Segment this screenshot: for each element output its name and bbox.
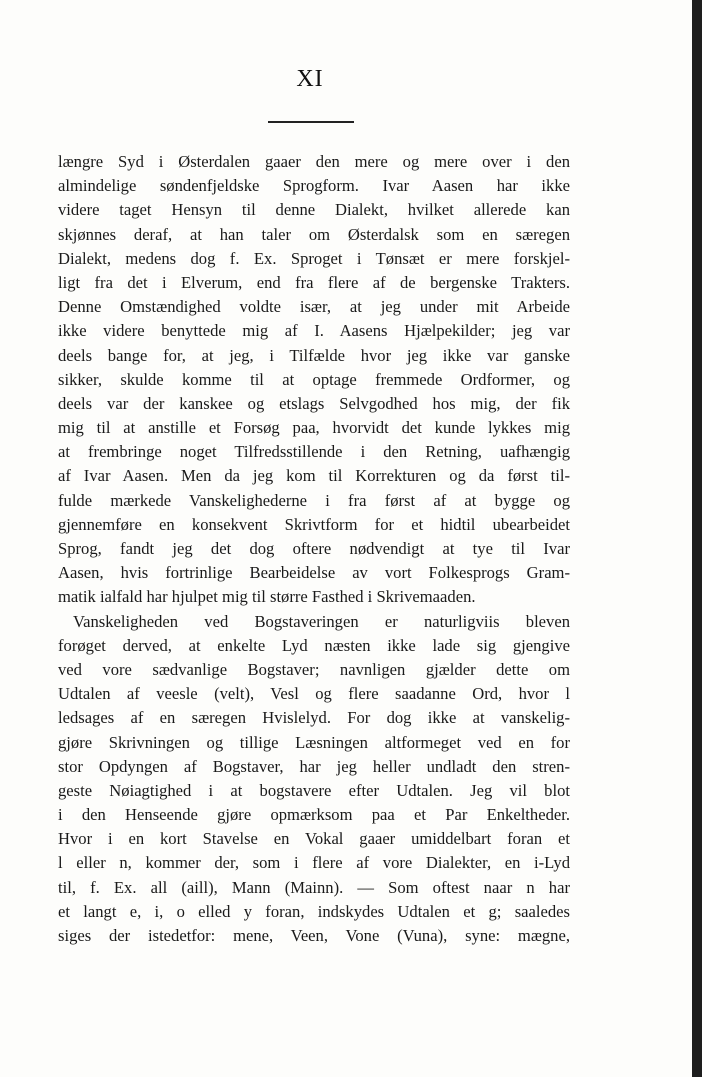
text-line: ligt fra det i Elverum, end fra flere af de bergenske Trakters. [58,272,570,292]
text-line: mig til at anstille et Forsøg paa, hvorvidt det kunde lykkes mig [58,418,570,438]
text-line: l eller n, kommer der, som i flere af vore Dialekter, en i-Lyd [58,853,570,873]
body-text [58,150,570,948]
text-line: længre Syd i Østerdalen gaaer den mere og mere over i den [58,152,570,171]
text-line: ledsages af en særegen Hvislelyd. For dog ikke at vanskelig- [58,708,570,728]
text-line: gjøre Skrivningen og tillige Læsningen altformeget ved en for [58,732,570,752]
text-line: stor Opdyngen af Bogstaver, har jeg heller undladt den stren- [58,756,570,776]
text-line: forøget derved, at enkelte Lyd næsten ikke lade sig gjengive [58,635,570,655]
text-line: matik ialfald har hjulpet mig til større Fasthed i Skrivemaaden. [58,587,476,607]
text-line: Sprog, fandt jeg det dog oftere nødvendigt at tye til Ivar [58,539,570,558]
text-line: almindelige søndenfjeldske Sprogform. Ivar Aasen har ikke [58,176,570,196]
header-rule [268,121,354,123]
text-line: sikker, skulde komme til at optage fremmede Ordformer, og [58,369,570,389]
text-line: deels var der kanskee og etslags Selvgodhed hos mig, der fik [58,393,570,413]
text-line: Udtalen af veesle (velt), Vesl og flere saadanne Ord, hvor l [58,684,570,704]
text-line: at frembringe noget Tilfredsstillende i den Retning, uafhængig [58,442,570,462]
text-line: deels bange for, at jeg, i Tilfælde hvor jeg ikke var ganske [58,345,570,365]
text-line: Aasen, hvis fortrinlige Bearbeidelse av vort Folkesprogs Gram- [58,563,570,583]
text-line: Denne Omstændighed voldte især, at jeg under mit Arbeide [58,297,570,317]
text-line: geste Nøiagtighed i at bogstavere efter Udtalen. Jeg vil blot [58,780,570,800]
text-line: af Ivar Aasen. Men da jeg kom til Korrekturen og da først til- [58,466,570,486]
text-line: Hvor i en kort Stavelse en Vokal gaaer umiddelbart foran et [58,829,570,849]
page-edge-shadow [692,0,702,1077]
text-line: gjennemføre en konsekvent Skrivtform for et hidtil ubearbeidet [58,514,570,534]
text-line: skjønnes deraf, at han taler om Østerdalsk som en særegen [58,224,570,244]
text-line: til, f. Ex. all (aill), Mann (Mainn). — Som oftest naar n har [58,877,570,897]
page-number: XI [296,66,324,92]
text-line: i den Henseende gjøre opmærksom paa et Par Enkeltheder. [58,805,570,825]
text-line: fulde mærkede Vanskelighederne i fra først af at bygge og [58,490,570,510]
text-line: ved vore sædvanlige Bogstaver; navnligen gjælder dette om [58,659,570,679]
text-line: Vanskeligheden ved Bogstaveringen er naturligviis bleven [73,611,570,631]
text-line: ikke videre benyttede mig af I. Aasens Hjælpekilder; jeg var [58,321,570,341]
text-line: Dialekt, medens dog f. Ex. Sproget i Tønsæt er mere forskjel- [58,248,570,268]
text-line: siges der istedetfor: mene, Veen, Vone (Vuna), syne: mægne, [58,926,570,945]
text-line: et langt e, i, o elled y foran, indskydes Udtalen et g; saaledes [58,901,570,921]
text-line: videre taget Hensyn til denne Dialekt, hvilket allerede kan [58,200,570,220]
